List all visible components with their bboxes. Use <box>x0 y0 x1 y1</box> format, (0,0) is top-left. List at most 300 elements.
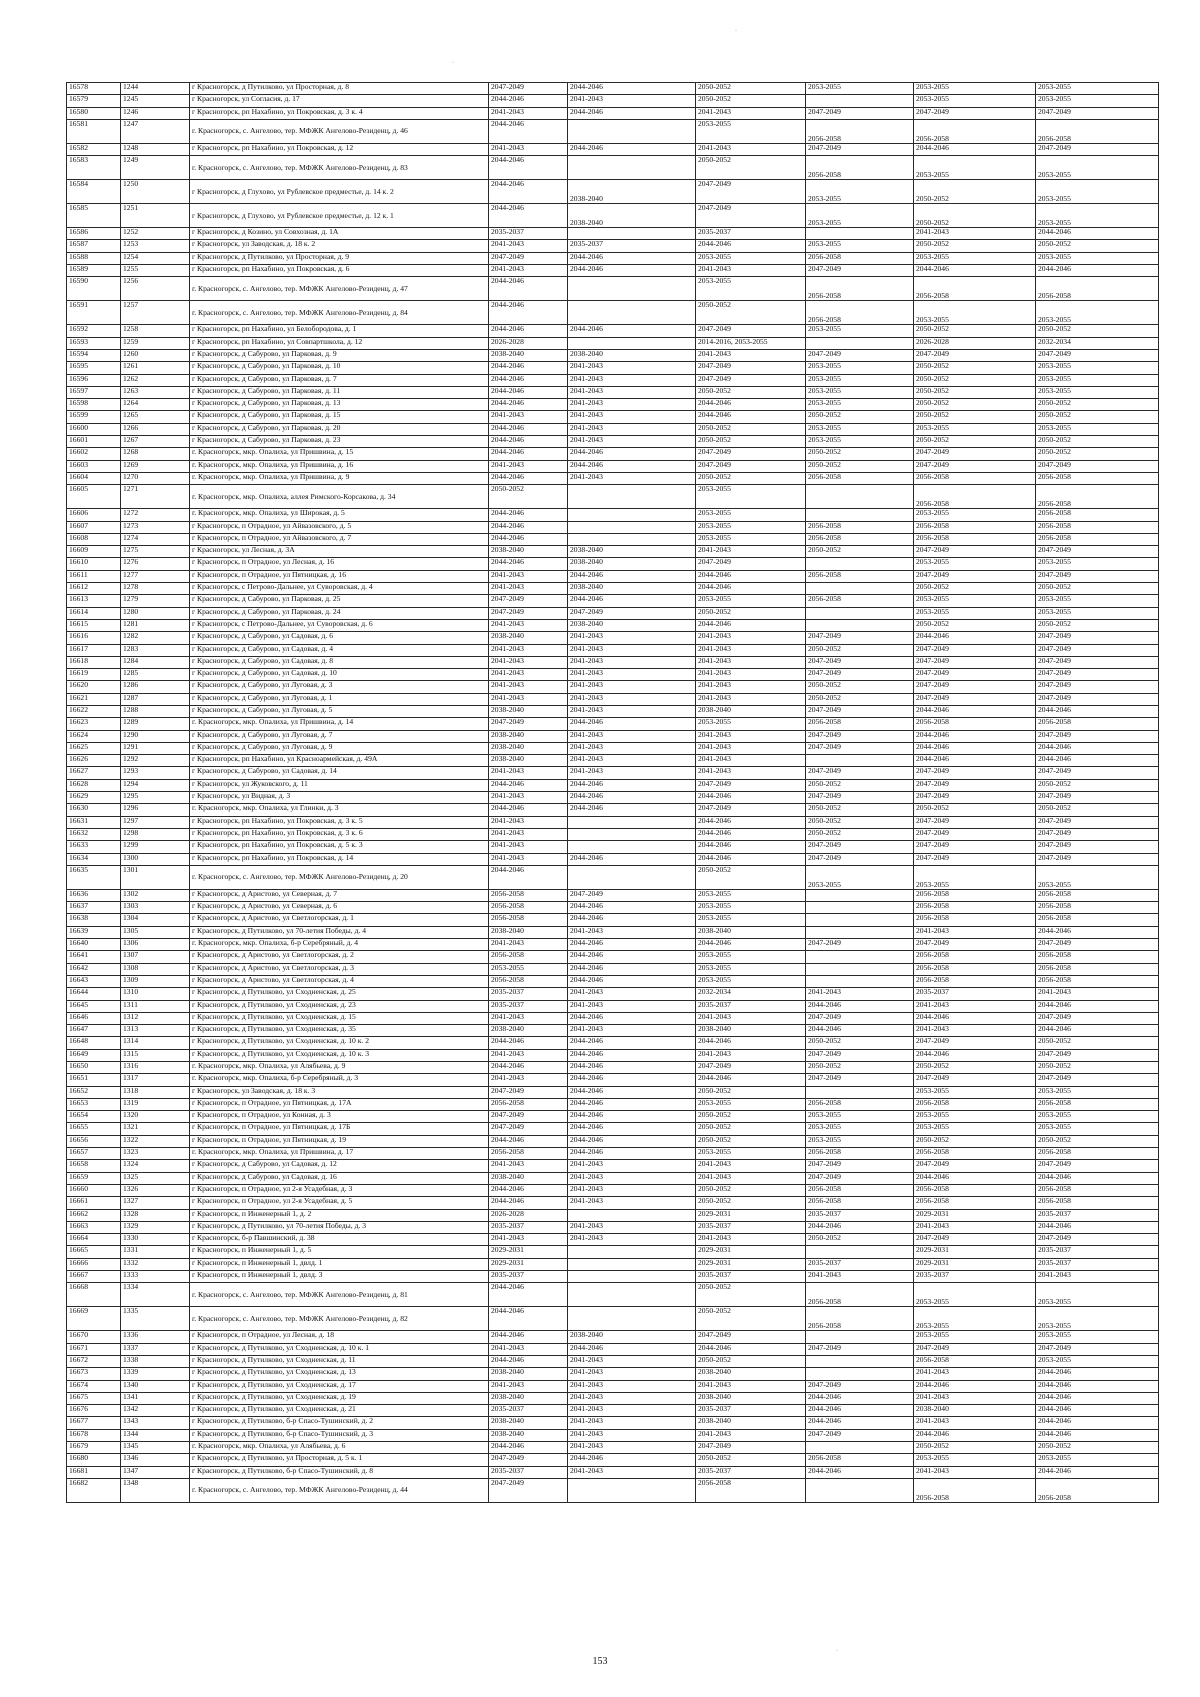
period-5-cell: 2047-2049 <box>914 656 1036 668</box>
period-4-cell: 2044-2046 <box>806 1466 914 1478</box>
period-6-cell: 2056-2058 <box>1036 1184 1159 1196</box>
period-5-cell: 2056-2058 <box>914 1478 1036 1502</box>
period-4-cell <box>806 1246 914 1258</box>
period-6-cell: 2047-2049 <box>1036 644 1159 656</box>
record-number-cell: 16649 <box>67 1049 121 1061</box>
period-6-cell: 2053-2055 <box>1036 1355 1159 1367</box>
record-number-cell: 16680 <box>67 1454 121 1466</box>
table-row <box>67 436 1159 448</box>
address-cell: г. Красногорск, с. Ангелово, тер. МФЖК Ангелово-Резиденц, д. 84 <box>190 301 489 325</box>
item-number-cell: 1310 <box>121 988 190 1000</box>
period-5-cell: 2053-2055 <box>914 423 1036 435</box>
table-row <box>67 730 1159 742</box>
record-number-cell: 16627 <box>67 767 121 779</box>
address-cell: г Красногорск, рп Нахабино, ул Покровская, д. 3 к. 4 <box>190 107 489 119</box>
period-6-cell: 2053-2055 <box>1036 386 1159 398</box>
period-1-cell: 2041-2043 <box>489 240 568 252</box>
period-2-cell <box>568 228 696 240</box>
period-6-cell: 2053-2055 <box>1036 1454 1159 1466</box>
period-3-cell: 2041-2043 <box>696 546 806 558</box>
period-4-cell: 2050-2052 <box>806 1062 914 1074</box>
period-1-cell: 2038-2040 <box>489 1368 568 1380</box>
address-cell: г. Красногорск, мкр. Опалиха, ул Алябьева, д. 6 <box>190 1442 489 1454</box>
period-5-cell: 2044-2046 <box>914 1380 1036 1392</box>
item-number-cell: 1252 <box>121 228 190 240</box>
address-cell: г Красногорск, д Сабурово, ул Садовая, д. 8 <box>190 656 489 668</box>
item-number-cell: 1248 <box>121 143 190 155</box>
address-cell: г Красногорск, п Инженерный 1, двлд. 1 <box>190 1258 489 1270</box>
period-6-cell: 2047-2049 <box>1036 841 1159 853</box>
period-6-cell: 2050-2052 <box>1036 1062 1159 1074</box>
address-cell: г Красногорск, д Козино, ул Совхозная, д. 1А <box>190 228 489 240</box>
period-5-cell: 2053-2055 <box>914 1331 1036 1343</box>
period-1-cell: 2035-2037 <box>489 1271 568 1283</box>
address-cell: г Красногорск, д Сабурово, ул Парковая, д. 15 <box>190 411 489 423</box>
item-number-cell: 1279 <box>121 595 190 607</box>
period-5-cell: 2053-2055 <box>914 1086 1036 1098</box>
period-6-cell: 2035-2037 <box>1036 1258 1159 1270</box>
item-number-cell: 1317 <box>121 1074 190 1086</box>
period-2-cell: 2044-2046 <box>568 1148 696 1160</box>
table-row <box>67 240 1159 252</box>
period-3-cell: 2047-2049 <box>696 558 806 570</box>
period-6-cell: 2047-2049 <box>1036 656 1159 668</box>
period-6-cell: 2056-2058 <box>1036 472 1159 484</box>
period-2-cell: 2041-2043 <box>568 1380 696 1392</box>
address-cell: г Красногорск, д Сабурово, ул Луговая, д. 5 <box>190 705 489 717</box>
period-3-cell: 2050-2052 <box>696 1086 806 1098</box>
address-cell: г Красногорск, д Сабурово, ул Парковая, д. 25 <box>190 595 489 607</box>
period-4-cell: 2047-2049 <box>806 1343 914 1355</box>
table-row <box>67 374 1159 386</box>
period-1-cell: 2041-2043 <box>489 619 568 631</box>
address-cell: г Красногорск, д Путилково, ул Просторная, д. 9 <box>190 252 489 264</box>
item-number-cell: 1268 <box>121 448 190 460</box>
table-row <box>67 1246 1159 1258</box>
period-1-cell: 2044-2046 <box>489 301 568 325</box>
period-4-cell <box>806 583 914 595</box>
item-number-cell: 1295 <box>121 792 190 804</box>
period-2-cell: 2047-2049 <box>568 607 696 619</box>
period-3-cell: 2041-2043 <box>696 681 806 693</box>
period-1-cell: 2044-2046 <box>489 156 568 180</box>
period-4-cell <box>806 558 914 570</box>
period-2-cell: 2041-2043 <box>568 1417 696 1429</box>
period-2-cell <box>568 485 696 509</box>
record-number-cell: 16668 <box>67 1283 121 1307</box>
period-1-cell: 2044-2046 <box>489 204 568 228</box>
item-number-cell: 1316 <box>121 1062 190 1074</box>
item-number-cell: 1308 <box>121 963 190 975</box>
address-cell: г Красногорск, д Путилково, ул Сходненская, д. 13 <box>190 1368 489 1380</box>
period-2-cell: 2044-2046 <box>568 1123 696 1135</box>
period-6-cell: 2047-2049 <box>1036 693 1159 705</box>
item-number-cell: 1331 <box>121 1246 190 1258</box>
period-6-cell: 2044-2046 <box>1036 1000 1159 1012</box>
address-cell: г Красногорск, д Путилково, б-р Спасо-Тушинский, д. 2 <box>190 1417 489 1429</box>
table-row <box>67 265 1159 277</box>
period-5-cell: 2056-2058 <box>914 889 1036 901</box>
period-6-cell: 2050-2052 <box>1036 804 1159 816</box>
table-row <box>67 963 1159 975</box>
record-number-cell: 16655 <box>67 1123 121 1135</box>
address-cell: г. Красногорск, мкр. Опалиха, ул Глинки, д. 3 <box>190 804 489 816</box>
table-row <box>67 755 1159 767</box>
address-cell: г. Красногорск, мкр. Опалиха, аллея Римского-Корсакова, д. 34 <box>190 485 489 509</box>
record-number-cell: 16588 <box>67 252 121 264</box>
period-3-cell: 2035-2037 <box>696 1405 806 1417</box>
period-4-cell: 2056-2058 <box>806 277 914 301</box>
period-4-cell <box>806 607 914 619</box>
period-2-cell <box>568 533 696 545</box>
address-cell: г. Красногорск, мкр. Опалиха, ул Пришвина, д. 17 <box>190 1148 489 1160</box>
record-number-cell: 16628 <box>67 779 121 791</box>
period-3-cell: 2053-2055 <box>696 485 806 509</box>
period-6-cell: 2047-2049 <box>1036 570 1159 582</box>
period-5-cell: 2053-2055 <box>914 1283 1036 1307</box>
period-3-cell: 2038-2040 <box>696 926 806 938</box>
item-number-cell: 1340 <box>121 1380 190 1392</box>
item-number-cell: 1303 <box>121 902 190 914</box>
period-5-cell: 2053-2055 <box>914 509 1036 521</box>
period-2-cell: 2041-2043 <box>568 1355 696 1367</box>
record-number-cell: 16625 <box>67 742 121 754</box>
period-1-cell: 2041-2043 <box>489 1074 568 1086</box>
address-cell: г. Красногорск, мкр. Опалиха, б-р Серебряный, д. 3 <box>190 1074 489 1086</box>
table-row <box>67 607 1159 619</box>
period-4-cell: 2056-2058 <box>806 1184 914 1196</box>
period-4-cell: 2047-2049 <box>806 632 914 644</box>
record-number-cell: 16603 <box>67 460 121 472</box>
period-1-cell: 2038-2040 <box>489 1417 568 1429</box>
period-5-cell: 2044-2046 <box>914 1172 1036 1184</box>
period-4-cell <box>806 228 914 240</box>
period-6-cell: 2047-2049 <box>1036 681 1159 693</box>
period-6-cell: 2056-2058 <box>1036 119 1159 143</box>
record-number-cell: 16592 <box>67 325 121 337</box>
item-number-cell: 1284 <box>121 656 190 668</box>
record-number-cell: 16614 <box>67 607 121 619</box>
item-number-cell: 1343 <box>121 1417 190 1429</box>
period-2-cell: 2044-2046 <box>568 1062 696 1074</box>
period-5-cell: 2044-2046 <box>914 143 1036 155</box>
period-1-cell: 2044-2046 <box>489 95 568 107</box>
item-number-cell: 1314 <box>121 1037 190 1049</box>
period-4-cell: 2050-2052 <box>806 1037 914 1049</box>
item-number-cell: 1280 <box>121 607 190 619</box>
address-cell: г Красногорск, б-р Павшинский, д. 38 <box>190 1234 489 1246</box>
address-cell: г Красногорск, д Путилково, ул 70-летия Победы, д. 3 <box>190 1221 489 1233</box>
record-number-cell: 16622 <box>67 705 121 717</box>
period-6-cell: 2050-2052 <box>1036 240 1159 252</box>
address-cell: г Красногорск, д Аристово, ул Светлогорская, д. 2 <box>190 951 489 963</box>
address-cell: г Красногорск, д Путилково, ул Просторная, д. 5 к. 1 <box>190 1454 489 1466</box>
item-number-cell: 1256 <box>121 277 190 301</box>
period-4-cell: 2053-2055 <box>806 240 914 252</box>
period-4-cell: 2053-2055 <box>806 1111 914 1123</box>
table-row <box>67 460 1159 472</box>
period-6-cell: 2056-2058 <box>1036 1148 1159 1160</box>
address-cell: г Красногорск, ул Заводская, д. 18 к. 3 <box>190 1086 489 1098</box>
period-3-cell: 2038-2040 <box>696 1417 806 1429</box>
period-6-cell: 2050-2052 <box>1036 411 1159 423</box>
record-number-cell: 16623 <box>67 718 121 730</box>
period-3-cell: 2047-2049 <box>696 204 806 228</box>
item-number-cell: 1324 <box>121 1160 190 1172</box>
period-2-cell: 2041-2043 <box>568 767 696 779</box>
period-3-cell: 2050-2052 <box>696 423 806 435</box>
period-6-cell: 2056-2058 <box>1036 975 1159 987</box>
address-cell: г Красногорск, д Путилково, ул Сходненская, д. 19 <box>190 1392 489 1404</box>
period-2-cell: 2038-2040 <box>568 349 696 361</box>
period-6-cell: 2053-2055 <box>1036 83 1159 95</box>
period-4-cell: 2050-2052 <box>806 644 914 656</box>
period-2-cell: 2041-2043 <box>568 423 696 435</box>
period-5-cell: 2056-2058 <box>914 963 1036 975</box>
period-1-cell: 2041-2043 <box>489 1160 568 1172</box>
address-cell: г Красногорск, п Отрадное, ул Пятницкая, д. 16 <box>190 570 489 582</box>
period-6-cell: 2047-2049 <box>1036 632 1159 644</box>
table-row <box>67 1442 1159 1454</box>
period-6-cell: 2044-2046 <box>1036 926 1159 938</box>
period-4-cell <box>806 1368 914 1380</box>
record-number-cell: 16605 <box>67 485 121 509</box>
period-4-cell: 2044-2046 <box>806 1221 914 1233</box>
address-cell: г Красногорск, ул Заводская, д. 18 к. 2 <box>190 240 489 252</box>
record-number-cell: 16672 <box>67 1355 121 1367</box>
period-3-cell: 2053-2055 <box>696 1148 806 1160</box>
period-5-cell: 2047-2049 <box>914 1160 1036 1172</box>
table-row <box>67 804 1159 816</box>
period-1-cell: 2035-2037 <box>489 1221 568 1233</box>
period-6-cell: 2044-2046 <box>1036 705 1159 717</box>
period-2-cell: 2041-2043 <box>568 1392 696 1404</box>
period-1-cell: 2041-2043 <box>489 583 568 595</box>
item-number-cell: 1271 <box>121 485 190 509</box>
period-6-cell: 2056-2058 <box>1036 485 1159 509</box>
period-4-cell: 2047-2049 <box>806 1172 914 1184</box>
item-number-cell: 1266 <box>121 423 190 435</box>
period-2-cell: 2041-2043 <box>568 472 696 484</box>
address-cell: г. Красногорск, мкр. Опалиха, ул Пришвина, д. 16 <box>190 460 489 472</box>
period-6-cell: 2044-2046 <box>1036 1405 1159 1417</box>
period-6-cell: 2050-2052 <box>1036 448 1159 460</box>
record-number-cell: 16615 <box>67 619 121 631</box>
period-4-cell: 2053-2055 <box>806 399 914 411</box>
table-row <box>67 939 1159 951</box>
period-3-cell: 2041-2043 <box>696 1160 806 1172</box>
period-5-cell: 2041-2043 <box>914 1221 1036 1233</box>
period-4-cell: 2056-2058 <box>806 1454 914 1466</box>
period-4-cell <box>806 1086 914 1098</box>
record-number-cell: 16600 <box>67 423 121 435</box>
period-2-cell: 2044-2046 <box>568 792 696 804</box>
period-5-cell: 2056-2058 <box>914 951 1036 963</box>
period-4-cell: 2053-2055 <box>806 83 914 95</box>
period-2-cell: 2038-2040 <box>568 558 696 570</box>
address-cell: г Красногорск, рп Нахабино, ул Совпартшкола, д. 12 <box>190 337 489 349</box>
period-3-cell: 2029-2031 <box>696 1246 806 1258</box>
period-3-cell: 2041-2043 <box>696 1380 806 1392</box>
item-number-cell: 1300 <box>121 853 190 865</box>
period-1-cell: 2056-2058 <box>489 1148 568 1160</box>
period-5-cell: 2053-2055 <box>914 156 1036 180</box>
period-6-cell: 2053-2055 <box>1036 362 1159 374</box>
period-4-cell: 2047-2049 <box>806 1429 914 1441</box>
period-4-cell: 2047-2049 <box>806 1049 914 1061</box>
table-row <box>67 632 1159 644</box>
period-5-cell: 2044-2046 <box>914 755 1036 767</box>
period-1-cell: 2044-2046 <box>489 804 568 816</box>
period-1-cell: 2047-2049 <box>489 1123 568 1135</box>
table-row <box>67 533 1159 545</box>
period-6-cell: 2053-2055 <box>1036 607 1159 619</box>
address-cell: г Красногорск, п Отрадное, ул Пятницкая, д. 19 <box>190 1135 489 1147</box>
address-cell: г. Красногорск, с. Ангелово, тер. МФЖК Ангелово-Резиденц, д. 81 <box>190 1283 489 1307</box>
item-number-cell: 1334 <box>121 1283 190 1307</box>
address-cell: г Красногорск, д Путилково, ул Сходненская, д. 11 <box>190 1355 489 1367</box>
address-cell: г. Красногорск, с. Ангелово, тер. МФЖК Ангелово-Резиденц, д. 83 <box>190 156 489 180</box>
record-number-cell: 16670 <box>67 1331 121 1343</box>
period-2-cell <box>568 1307 696 1331</box>
item-number-cell: 1253 <box>121 240 190 252</box>
period-4-cell: 2044-2046 <box>806 1025 914 1037</box>
record-number-cell: 16630 <box>67 804 121 816</box>
period-2-cell: 2041-2043 <box>568 374 696 386</box>
period-6-cell: 2047-2049 <box>1036 939 1159 951</box>
table-row <box>67 595 1159 607</box>
table-row <box>67 1478 1159 1502</box>
record-number-cell: 16669 <box>67 1307 121 1331</box>
period-3-cell: 2047-2049 <box>696 325 806 337</box>
period-3-cell: 2044-2046 <box>696 411 806 423</box>
record-number-cell: 16597 <box>67 386 121 398</box>
period-4-cell: 2053-2055 <box>806 423 914 435</box>
record-number-cell: 16610 <box>67 558 121 570</box>
period-1-cell: 2044-2046 <box>489 399 568 411</box>
period-2-cell: 2044-2046 <box>568 448 696 460</box>
period-2-cell: 2047-2049 <box>568 889 696 901</box>
table-row <box>67 1123 1159 1135</box>
item-number-cell: 1276 <box>121 558 190 570</box>
period-3-cell: 2029-2031 <box>696 1209 806 1221</box>
period-4-cell: 2047-2049 <box>806 742 914 754</box>
record-number-cell: 16660 <box>67 1184 121 1196</box>
period-5-cell: 2041-2043 <box>914 1368 1036 1380</box>
record-number-cell: 16604 <box>67 472 121 484</box>
table-row <box>67 570 1159 582</box>
period-6-cell: 2056-2058 <box>1036 951 1159 963</box>
period-5-cell: 2050-2052 <box>914 240 1036 252</box>
item-number-cell: 1330 <box>121 1234 190 1246</box>
period-3-cell: 2044-2046 <box>696 240 806 252</box>
period-3-cell: 2050-2052 <box>696 1307 806 1331</box>
period-1-cell: 2044-2046 <box>489 1307 568 1331</box>
period-4-cell: 2047-2049 <box>806 730 914 742</box>
period-1-cell: 2041-2043 <box>489 853 568 865</box>
period-4-cell: 2050-2052 <box>806 1234 914 1246</box>
period-3-cell: 2041-2043 <box>696 107 806 119</box>
address-cell: г Красногорск, п Инженерный 1, двлд. 3 <box>190 1271 489 1283</box>
item-number-cell: 1304 <box>121 914 190 926</box>
record-number-cell: 16643 <box>67 975 121 987</box>
period-2-cell: 2038-2040 <box>568 583 696 595</box>
period-5-cell: 2050-2052 <box>914 180 1036 204</box>
period-5-cell: 2056-2058 <box>914 914 1036 926</box>
period-3-cell: 2044-2046 <box>696 1074 806 1086</box>
period-1-cell: 2038-2040 <box>489 632 568 644</box>
period-2-cell <box>568 156 696 180</box>
address-cell: г. Красногорск, с. Ангелово, тер. МФЖК Ангелово-Резиденц, д. 44 <box>190 1478 489 1502</box>
record-number-cell: 16609 <box>67 546 121 558</box>
period-2-cell <box>568 841 696 853</box>
period-5-cell: 2056-2058 <box>914 902 1036 914</box>
period-3-cell: 2035-2037 <box>696 1221 806 1233</box>
table-row <box>67 325 1159 337</box>
period-4-cell: 2044-2046 <box>806 1405 914 1417</box>
period-2-cell: 2044-2046 <box>568 914 696 926</box>
period-5-cell: 2029-2031 <box>914 1246 1036 1258</box>
period-4-cell: 2050-2052 <box>806 779 914 791</box>
period-6-cell: 2047-2049 <box>1036 767 1159 779</box>
period-3-cell: 2035-2037 <box>696 1466 806 1478</box>
period-1-cell: 2047-2049 <box>489 607 568 619</box>
period-5-cell: 2041-2043 <box>914 1000 1036 1012</box>
table-row <box>67 1172 1159 1184</box>
item-number-cell: 1263 <box>121 386 190 398</box>
record-number-cell: 16634 <box>67 853 121 865</box>
address-cell: г Красногорск, д Путилково, б-р Спасо-Тушинский, д. 8 <box>190 1466 489 1478</box>
period-2-cell: 2038-2040 <box>568 1331 696 1343</box>
period-4-cell: 2056-2058 <box>806 1283 914 1307</box>
table-row <box>67 1111 1159 1123</box>
period-1-cell: 2041-2043 <box>489 644 568 656</box>
period-4-cell: 2053-2055 <box>806 180 914 204</box>
record-number-cell: 16632 <box>67 828 121 840</box>
record-number-cell: 16653 <box>67 1098 121 1110</box>
period-2-cell: 2038-2040 <box>568 619 696 631</box>
record-number-cell: 16674 <box>67 1380 121 1392</box>
period-1-cell: 2047-2049 <box>489 1454 568 1466</box>
period-3-cell: 2041-2043 <box>696 1234 806 1246</box>
period-4-cell: 2053-2055 <box>806 204 914 228</box>
item-number-cell: 1333 <box>121 1271 190 1283</box>
address-cell: г Красногорск, д Сабурово, ул Садовая, д. 10 <box>190 669 489 681</box>
period-6-cell: 2044-2046 <box>1036 1172 1159 1184</box>
record-number-cell: 16591 <box>67 301 121 325</box>
period-5-cell: 2056-2058 <box>914 1197 1036 1209</box>
period-3-cell: 2029-2031 <box>696 1258 806 1270</box>
address-cell: г Красногорск, рп Нахабино, ул Белобородова, д. 1 <box>190 325 489 337</box>
item-number-cell: 1254 <box>121 252 190 264</box>
register-sheet <box>66 82 1158 1503</box>
period-5-cell: 2053-2055 <box>914 301 1036 325</box>
item-number-cell: 1298 <box>121 828 190 840</box>
period-3-cell: 2050-2052 <box>696 1197 806 1209</box>
table-row <box>67 423 1159 435</box>
address-cell: г Красногорск, д Путилково, ул Сходненская, д. 25 <box>190 988 489 1000</box>
address-cell: г Красногорск, д Путилково, ул 70-летия Победы, д. 4 <box>190 926 489 938</box>
period-6-cell: 2056-2058 <box>1036 914 1159 926</box>
period-6-cell: 2050-2052 <box>1036 399 1159 411</box>
record-number-cell: 16678 <box>67 1429 121 1441</box>
period-5-cell: 2056-2058 <box>914 521 1036 533</box>
address-cell: г Красногорск, д Путилково, ул Сходненская, д. 15 <box>190 1012 489 1024</box>
period-3-cell: 2050-2052 <box>696 436 806 448</box>
address-cell: г Красногорск, д Сабурово, ул Парковая, д. 13 <box>190 399 489 411</box>
item-number-cell: 1338 <box>121 1355 190 1367</box>
period-1-cell: 2041-2043 <box>489 1012 568 1024</box>
